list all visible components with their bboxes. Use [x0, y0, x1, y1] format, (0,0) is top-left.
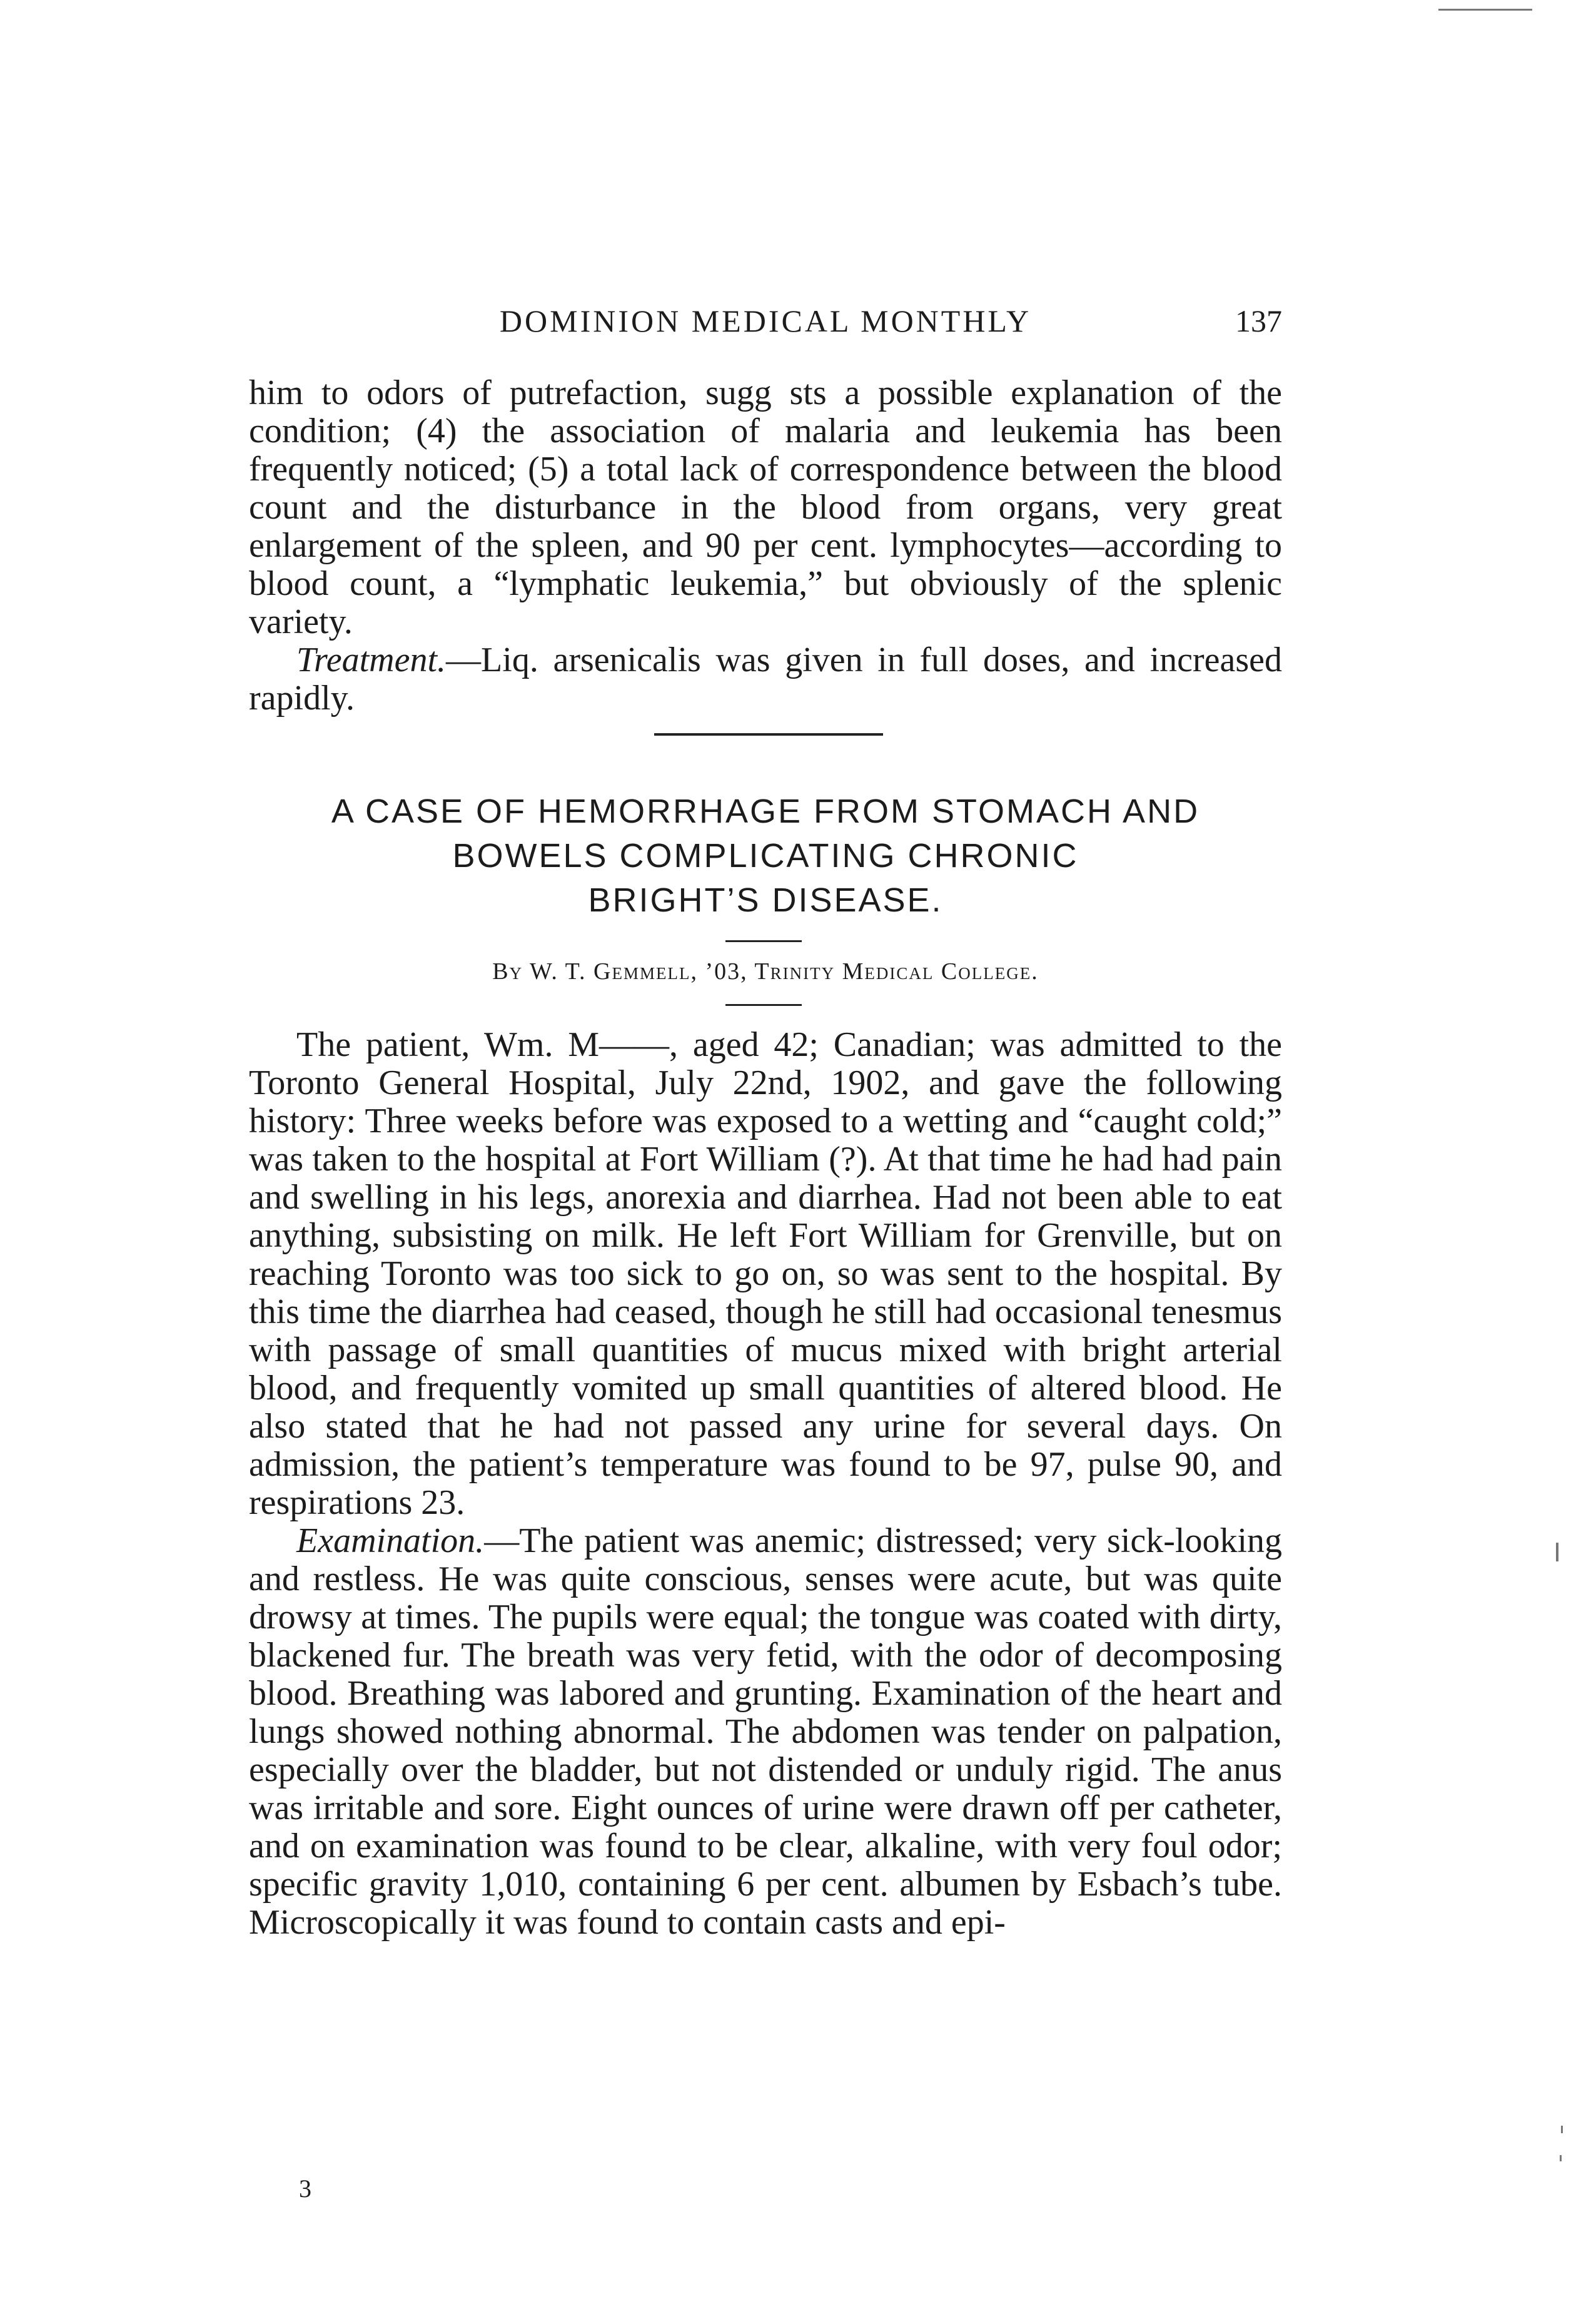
author-byline: By W. T. Gemmell, ’03, Trinity Medical College.: [492, 958, 1039, 985]
examination-text: —The patient was anemic; distressed; very sick-looking and restless. He was quite conscious, senses were acute, but was quite drowsy at times. The pupils were equal; the tongue was coated with dirty, blackened fur. The breath was very fetid, with the odor of decomposing blood. Breathing was labored and grunting. Examination of the heart and lungs showed nothing abnormal. The abdomen was tender on palpation, especially over the bladder, but not distended or unduly rigid. The anus was irritable and sore. Eight ounces of urine were drawn off per catheter, and on examination was found to be clear, alkaline, with very foul odor; specific gravity 1,010, containing 6 per cent. albumen by Esbach’s tube. Microscopically it was found to contain casts and epi-: [249, 1521, 1282, 1942]
journal-title: DOMINION MEDICAL MONTHLY: [499, 303, 1032, 338]
signature-mark: 3: [299, 2174, 311, 2203]
article-title: [249, 789, 1282, 923]
running-head: [249, 299, 1282, 343]
section-divider: [654, 733, 883, 736]
article-title-line-3: BRIGHT’S DISEASE.: [588, 881, 943, 919]
article-title-line-1: A CASE OF HEMORRHAGE FROM STOMACH AND: [331, 793, 1200, 830]
continued-text-block: [249, 374, 1282, 718]
continued-paragraph: him to odors of putrefaction, sugg sts a possible explanation of the condition; (4) the association of malaria and leukemia has been frequently noticed; (5) a total lack of correspondence between the blood count and the disturbance in the blood from organs, very great enlargement of the spleen, and 90 per cent. lymphocytes—according to blood count, a “lymphatic leukemia,” but obviously of the splenic variety.: [249, 373, 1282, 641]
scan-speck: [1560, 2155, 1562, 2161]
treatment-paragraph: [249, 641, 1282, 718]
history-paragraph: The patient, Wm. M——, aged 42; Canadian; was admitted to the Toronto General Hospital, July 22nd, 1902, and gave the following history: Three weeks before was exposed to a wetting and “caught cold;” was taken to the hospital at Fort William (?). At that time he had had pain and swelling in his legs, anorexia and diarrhea. Had not been able to eat anything, subsisting on milk. He left Fort William for Grenville, but on reaching Toronto was too sick to go on, so was sent to the hospital. By this time the diarrhea had ceased, though he still had occasional tenesmus with passage of small quantities of mucus mixed with bright arterial blood, and frequently vomited up small quantities of altered blood. He also stated that he had not passed any urine for several days. On admission, the patient’s temperature was found to be 97, pulse 90, and respirations 23.: [249, 1025, 1282, 1522]
examination-label: Examination.: [296, 1521, 485, 1560]
article-body: [249, 1026, 1282, 1942]
article-title-line-2: BOWELS COMPLICATING CHRONIC: [452, 837, 1079, 875]
page-number: 137: [1235, 303, 1282, 338]
title-underline: [725, 940, 802, 942]
scan-mark-top-right: [1438, 9, 1532, 11]
treatment-label: Treatment.: [296, 641, 447, 679]
scan-speck: [1556, 1543, 1558, 1561]
treatment-text: —Liq. arsenicalis was given in full doses, and increased rapidly.: [249, 641, 1282, 718]
examination-paragraph: [249, 1522, 1282, 1942]
scan-speck: [1561, 2126, 1563, 2133]
byline-underline: [725, 1004, 802, 1006]
